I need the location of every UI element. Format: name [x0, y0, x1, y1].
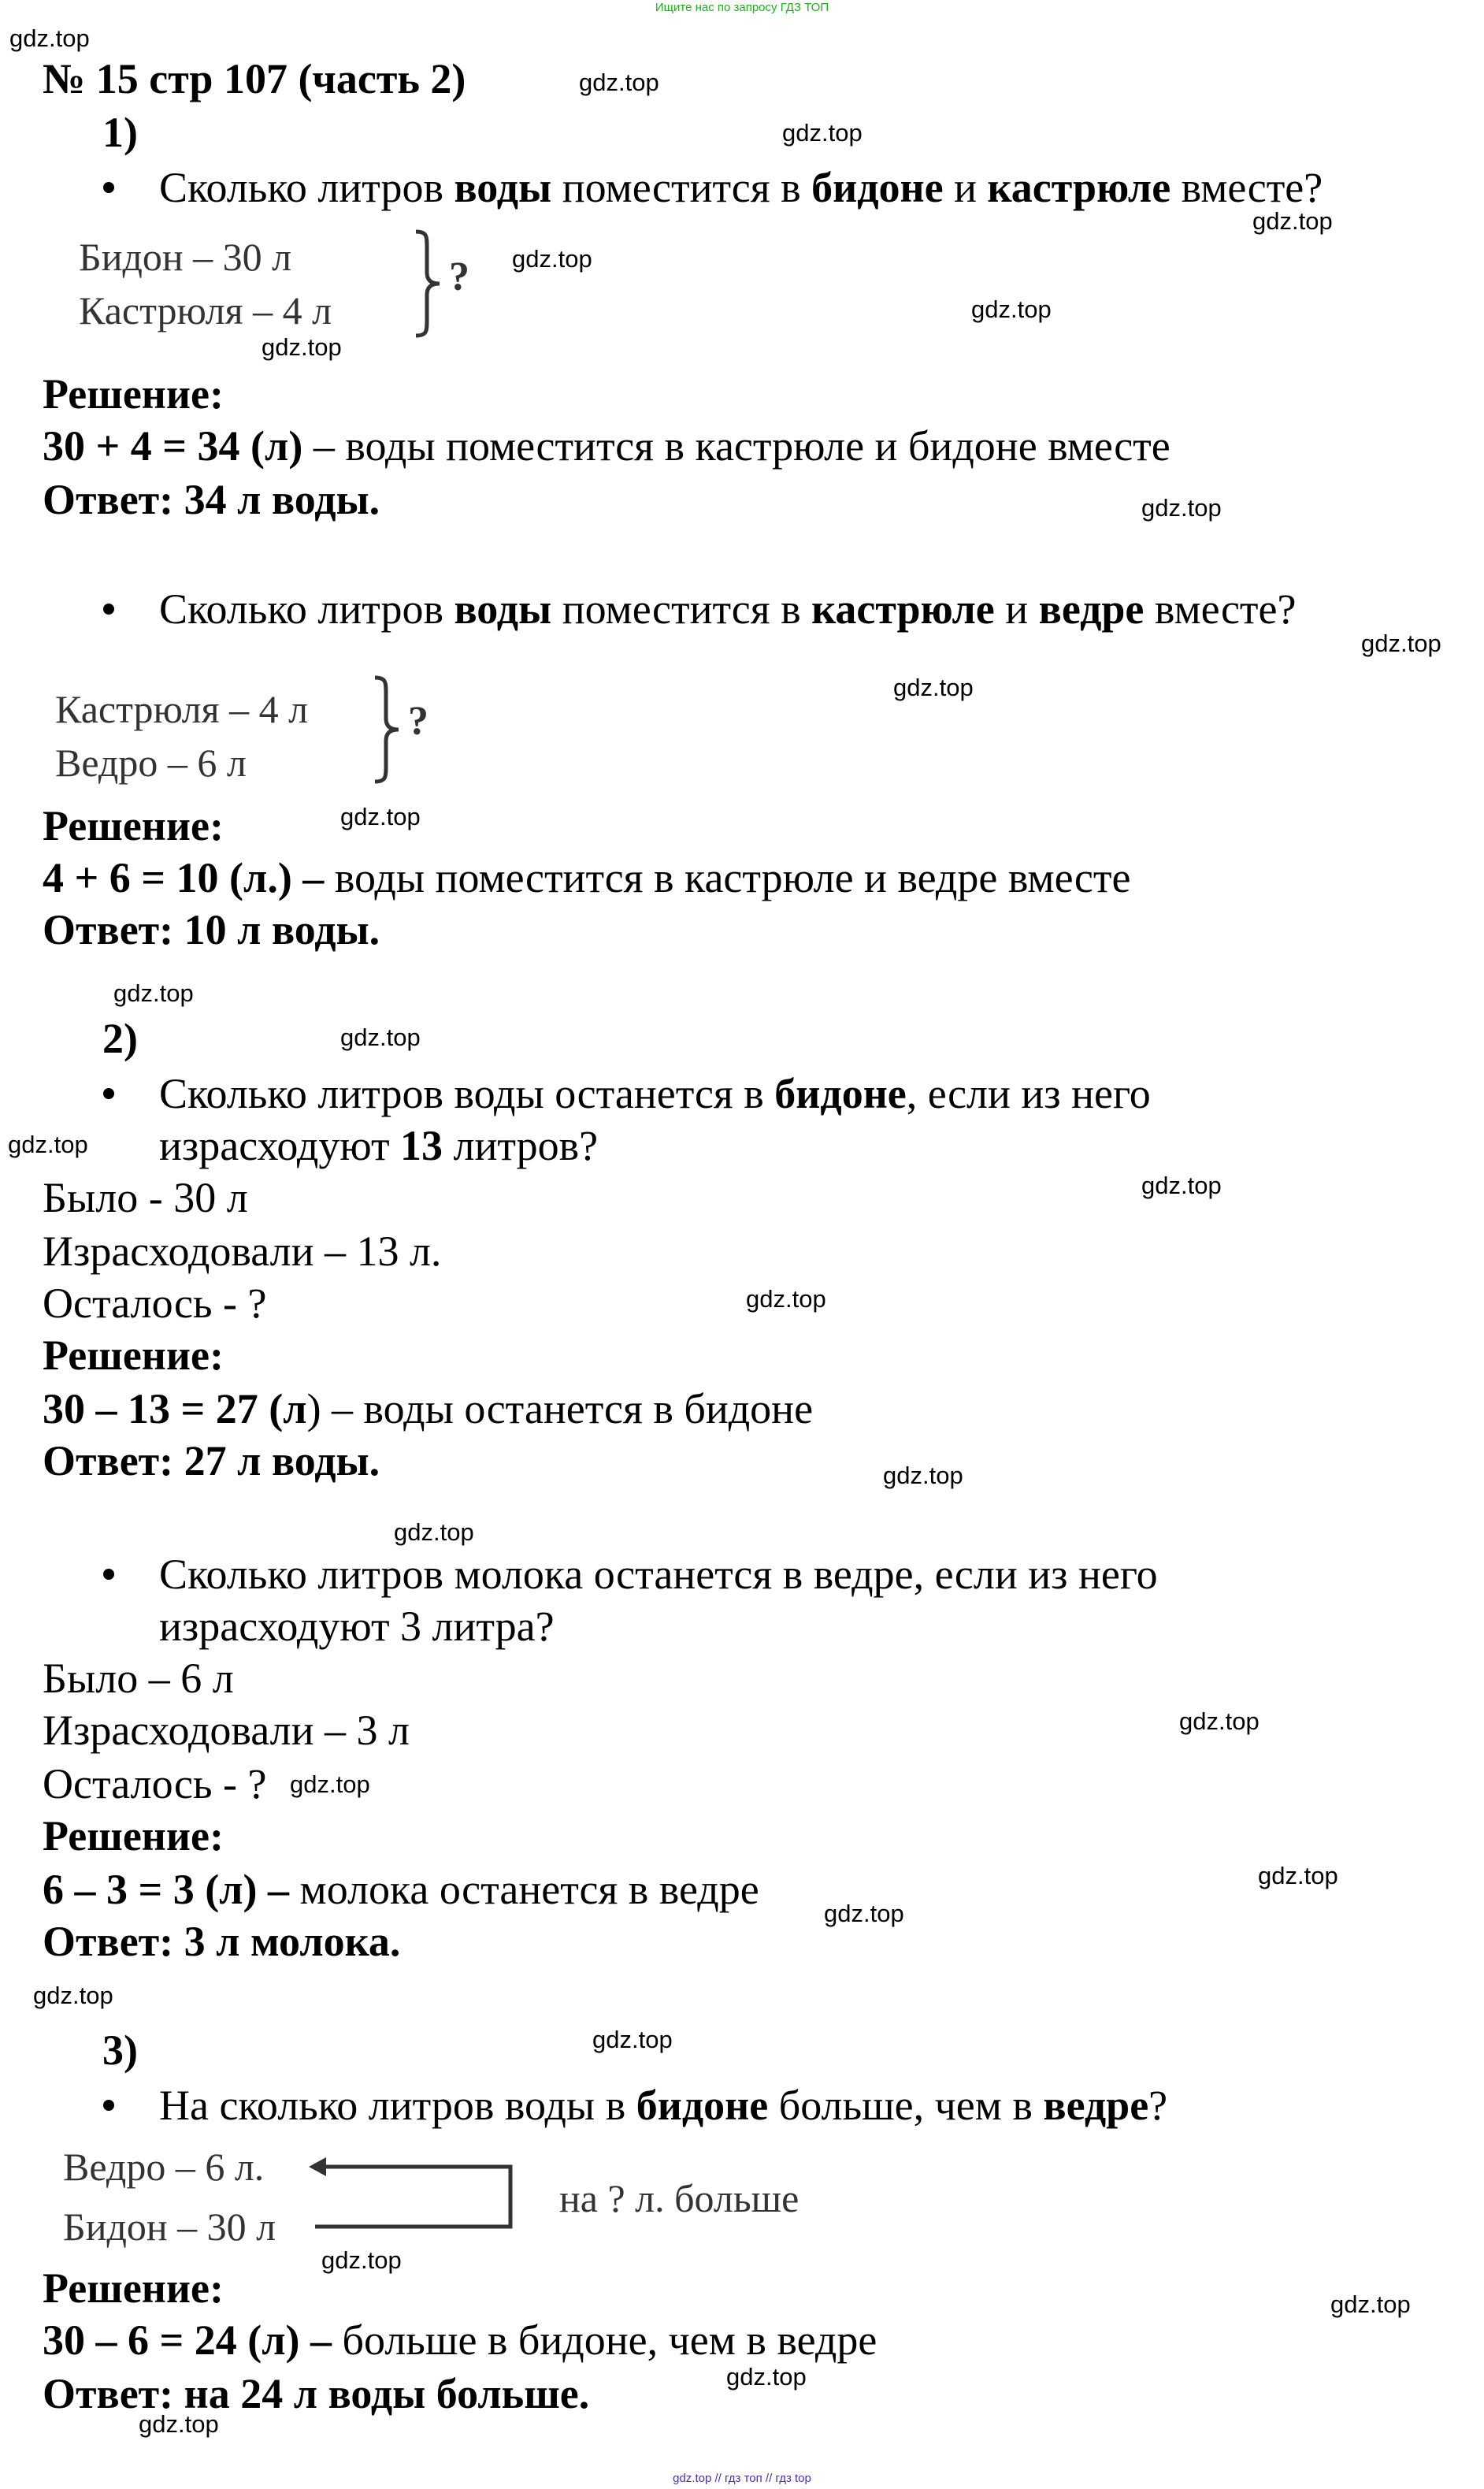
watermark: gdz.top: [1141, 1172, 1222, 1199]
watermark: gdz.top: [726, 2363, 807, 2391]
watermark: gdz.top: [883, 1462, 963, 1489]
bullet: [103, 182, 114, 193]
watermark: gdz.top: [113, 979, 194, 1007]
diagram-label-kastryulya: Кастрюля – 4 л: [55, 687, 309, 731]
solution-label: Решение:: [43, 1332, 224, 1379]
watermark: gdz.top: [290, 1770, 370, 1798]
bullet: [103, 1569, 114, 1580]
diagram-label-kastryulya: Кастрюля – 4 л: [79, 288, 332, 332]
watermark: gdz.top: [971, 295, 1052, 323]
watermark: gdz.top: [1330, 2290, 1411, 2318]
watermark: gdz.top: [579, 69, 659, 96]
curly-brace-icon: [413, 228, 444, 339]
section-number: 2): [102, 1015, 138, 1062]
page-title: № 15 стр 107 (часть 2): [43, 55, 466, 102]
question-text: Сколько литров воды поместится в кастрюле и ведре вместе?: [159, 585, 1297, 633]
section-number: 3): [102, 2026, 138, 2074]
diagram-note: на ? л. больше: [559, 2176, 800, 2220]
answer-line: Ответ: 3 л молока.: [43, 1918, 401, 1965]
watermark: gdz.top: [321, 2246, 402, 2274]
given-line: Было - 30 л: [43, 1174, 248, 1221]
watermark: gdz.top: [139, 2410, 219, 2438]
solution-line: 30 – 6 = 24 (л) – больше в бидоне, чем в ведре: [43, 2316, 877, 2364]
given-line: Израсходовали – 13 л.: [43, 1228, 442, 1275]
watermark: gdz.top: [1361, 630, 1441, 657]
question-text: Сколько литров воды останется в бидоне, если из него: [159, 1070, 1151, 1117]
watermark: gdz.top: [262, 333, 342, 361]
watermark: gdz.top: [1252, 207, 1333, 235]
question-mark: ?: [408, 699, 429, 744]
answer-line: Ответ: 27 л воды.: [43, 1437, 380, 1484]
given-line: Осталось - ?: [43, 1280, 267, 1327]
watermark: gdz.top: [1179, 1707, 1260, 1735]
diagram-label-vedro: Ведро – 6 л.: [63, 2145, 265, 2189]
question-text-line2: израсходуют 13 литров?: [159, 1122, 599, 1169]
watermark: gdz.top: [746, 1285, 826, 1313]
header-note: Ищите нас по запросу ГДЗ ТОП: [655, 1, 829, 14]
watermark: gdz.top: [1141, 494, 1222, 522]
solution-label: Решение:: [43, 370, 224, 418]
solution-line: 4 + 6 = 10 (л.) – воды поместится в кастрюле и ведре вместе: [43, 854, 1131, 901]
answer-line: Ответ: 10 л воды.: [43, 906, 380, 953]
question-text: Сколько литров молока останется в ведре, если из него: [159, 1551, 1158, 1598]
solution-label: Решение:: [43, 802, 224, 849]
bullet: [103, 2100, 114, 2111]
solution-line: 30 – 13 = 27 (л) – воды останется в бидоне: [43, 1385, 814, 1432]
answer-line: Ответ: на 24 л воды больше.: [43, 2370, 590, 2417]
diagram-label-vedro: Ведро – 6 л: [55, 741, 247, 785]
given-line: Было – 6 л: [43, 1655, 234, 1702]
question-mark: ?: [449, 254, 469, 299]
section-number: 1): [102, 109, 138, 156]
footer-note: gdz.top // гдз топ // гдз top: [673, 2472, 811, 2485]
question-text-line2: израсходуют 3 литра?: [159, 1603, 555, 1650]
answer-line: Ответ: 34 л воды.: [43, 476, 380, 523]
watermark: gdz.top: [340, 1023, 421, 1051]
watermark: gdz.top: [1258, 1862, 1338, 1889]
watermark: gdz.top: [782, 119, 863, 147]
given-line: Осталось - ?: [43, 1760, 267, 1807]
comparison-arrow-icon: [307, 2151, 520, 2230]
given-line: Израсходовали – 3 л: [43, 1707, 410, 1754]
curly-brace-icon: [372, 674, 403, 785]
watermark: gdz.top: [33, 1982, 113, 2009]
watermark: gdz.top: [512, 245, 592, 273]
question-text: На сколько литров воды в бидоне больше, чем в ведре?: [159, 2082, 1168, 2129]
diagram-label-bidon: Бидон – 30 л: [79, 235, 292, 279]
watermark: gdz.top: [9, 24, 90, 52]
watermark: gdz.top: [394, 1518, 474, 1546]
question-text: Сколько литров воды поместится в бидоне и кастрюле вместе?: [159, 164, 1323, 211]
solution-line: 6 – 3 = 3 (л) – молока останется в ведре: [43, 1866, 759, 1913]
bullet: [103, 1088, 114, 1099]
watermark: gdz.top: [340, 803, 421, 830]
solution-line: 30 + 4 = 34 (л) – воды поместится в кастрюле и бидоне вместе: [43, 422, 1171, 470]
watermark: gdz.top: [592, 2026, 673, 2053]
bullet: [103, 604, 114, 615]
solution-label: Решение:: [43, 1812, 224, 1859]
solution-label: Решение:: [43, 2264, 224, 2312]
diagram-label-bidon: Бидон – 30 л: [63, 2205, 276, 2249]
watermark: gdz.top: [893, 674, 974, 701]
watermark: gdz.top: [824, 1900, 904, 1927]
watermark: gdz.top: [8, 1131, 88, 1158]
